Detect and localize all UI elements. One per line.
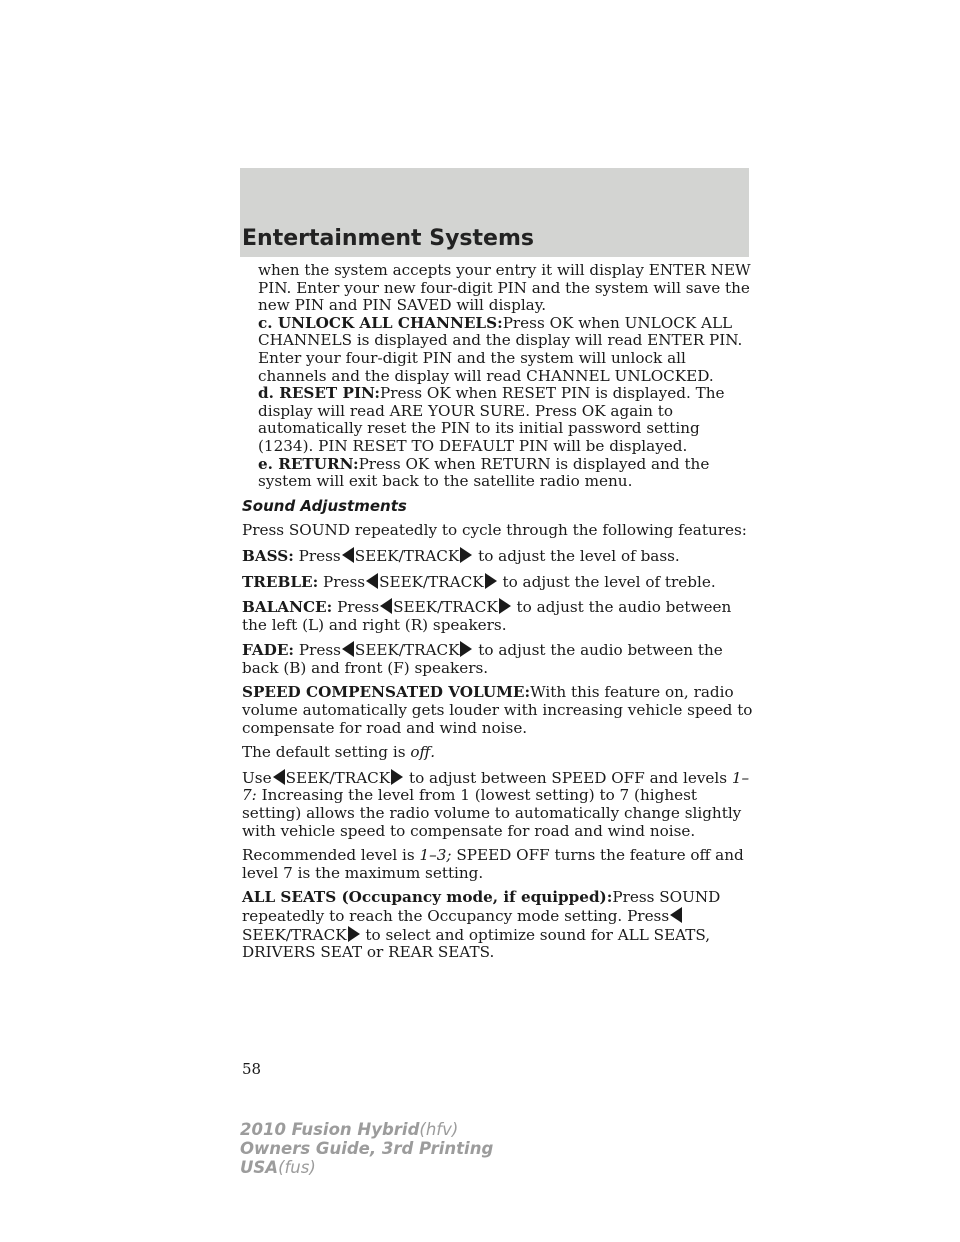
footer-region: USA(fus): [240, 1158, 316, 1177]
bass-item: BASS: Press SEEK/TRACK to adjust the level of bass.: [242, 546, 680, 565]
footer: [240, 1120, 493, 1177]
footer-guide: Owners Guide, 3rd Printing: [240, 1139, 494, 1158]
pin-instructions: [242, 262, 757, 491]
all-seats-item: ALL SEATS (Occupancy mode, if equipped):Press SOUND repeatedly to reach the Occupancy mode setting. PressSEEK/TRACK to select and optimize sound for ALL SEATS, DRIVERS SEAT or REAR SEATS.: [242, 888, 721, 962]
default-setting: The default setting is off.: [242, 743, 436, 762]
triangle-left-icon: [273, 769, 285, 785]
levels-item: Use SEEK/TRACK to adjust between SPEED OFF and levels 1–7: Increasing the level from 1 (lowest setting) to 7 (highest setting) allows the radio volume to automatically change slightly with vehicle speed to compensate for road and wind noise.: [242, 768, 750, 840]
fade-item: FADE: Press SEEK/TRACK to adjust the audio between the back (B) and front (F) speakers.: [242, 641, 723, 677]
section-title: Sound Adjustments: [242, 496, 407, 515]
paragraph: Press SOUND repeatedly to cycle through the following features:: [242, 521, 747, 540]
triangle-left-icon: [670, 907, 682, 923]
page-title: Entertainment Systems: [242, 226, 534, 251]
footer-model: 2010 Fusion Hybrid(hfv): [240, 1120, 459, 1139]
recommended-level: Recommended level is 1–3; SPEED OFF turns the feature off and level 7 is the maximum setting.: [242, 846, 744, 882]
triangle-right-icon: [460, 641, 472, 657]
triangle-right-icon: [485, 573, 497, 589]
speed-compensated-volume: SPEED COMPENSATED VOLUME:With this feature on, radio volume automatically gets louder with increasing vehicle speed to compensate for road and wind noise.: [242, 683, 753, 737]
triangle-right-icon: [460, 547, 472, 563]
triangle-left-icon: [342, 547, 354, 563]
balance-item: BALANCE: Press SEEK/TRACK to adjust the audio between the left (L) and right (R) speakers.: [242, 598, 732, 634]
triangle-right-icon: [348, 926, 360, 942]
treble-item: TREBLE: Press SEEK/TRACK to adjust the level of treble.: [242, 572, 716, 591]
triangle-left-icon: [342, 641, 354, 657]
page-number: 58: [242, 1060, 262, 1078]
triangle-right-icon: [391, 769, 403, 785]
paragraph: when the system accepts your entry it will display ENTER NEW PIN. Enter your new four-digit PIN and the system will save the new PIN and PIN SAVED will display. c. UNLOCK ALL CHANNELS:Press OK when UNLOCK ALL CHANNELS is displayed and the display will read ENTER PIN. Enter your four-digit PIN and the system will unlock all channels and the display will read CHANNEL UNLOCKED. d. RESET PIN:Press OK when RESET PIN is displayed. The display will read ARE YOUR SURE. Press OK again to automatically reset the PIN to its initial password setting (1234). PIN RESET TO DEFAULT PIN will be displayed. e. RETURN:Press OK when RETURN is displayed and the system will exit back to the satellite radio menu.: [258, 261, 751, 491]
triangle-left-icon: [366, 573, 378, 589]
triangle-right-icon: [499, 598, 511, 614]
page-content: [242, 262, 757, 969]
triangle-left-icon: [380, 598, 392, 614]
